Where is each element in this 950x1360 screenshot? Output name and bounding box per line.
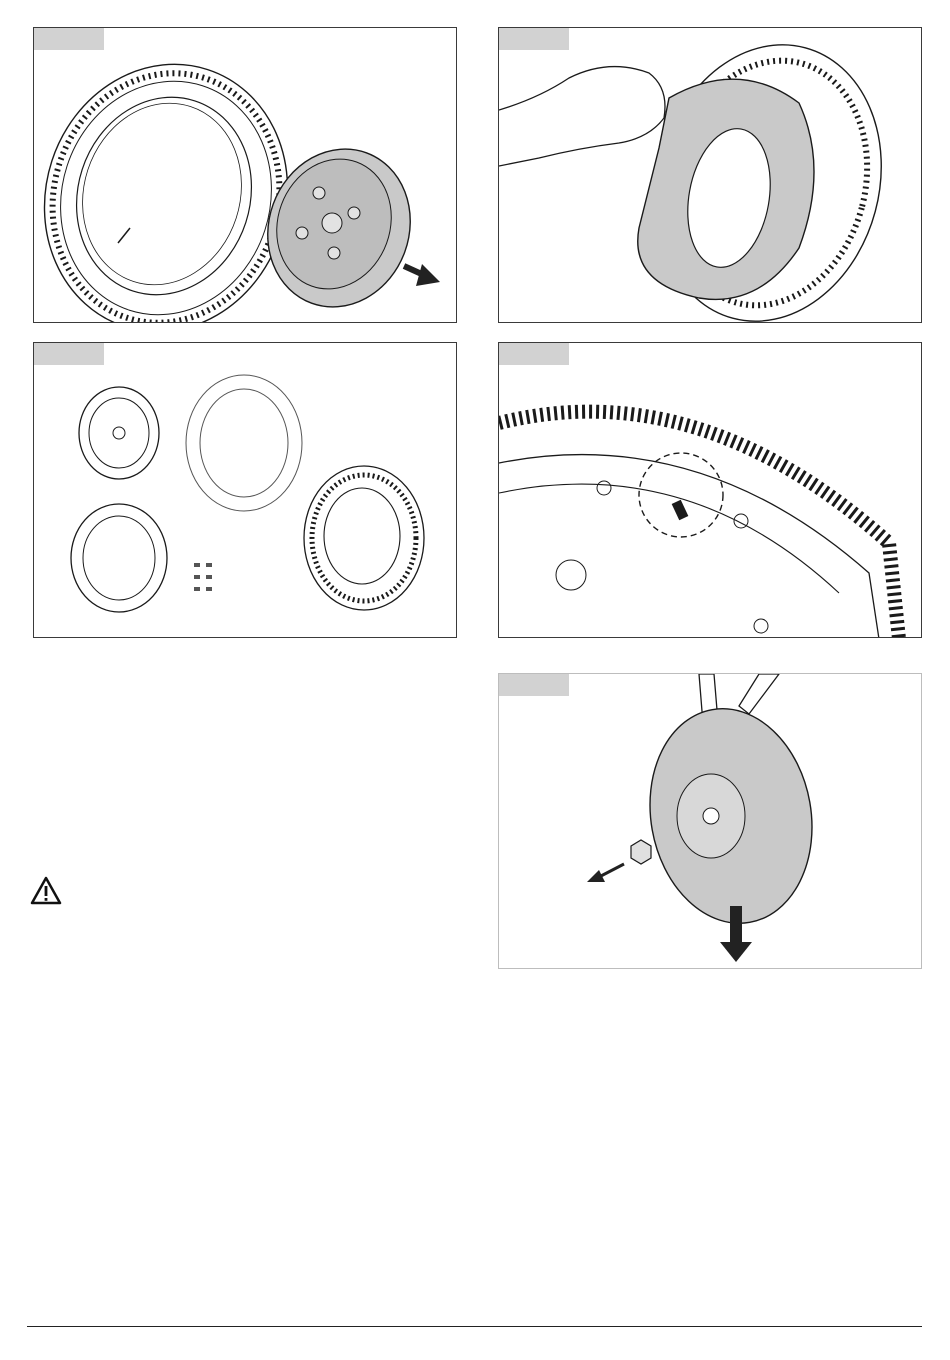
tire-rim-illustration (34, 28, 457, 323)
figure-panel-1 (33, 27, 457, 323)
figure-panel-5 (498, 673, 922, 969)
wheel-removal-illustration (499, 674, 922, 969)
rim-ring (71, 504, 167, 612)
valve-illustration (499, 343, 922, 638)
inner-tube-illustration (499, 28, 922, 323)
figure-panel-3 (33, 342, 457, 638)
tire (34, 33, 322, 323)
valve-circle (639, 453, 723, 537)
footer-rule (27, 1326, 922, 1327)
rim-half (79, 387, 159, 479)
hand (499, 67, 665, 166)
warning-triangle-icon (30, 876, 62, 906)
figure-panel-4 (498, 342, 922, 638)
figure-panel-2 (498, 27, 922, 323)
tire-tread (499, 412, 899, 638)
nut (631, 840, 651, 864)
nut-arrow (587, 864, 624, 882)
rim-half (246, 129, 432, 323)
tire (304, 466, 424, 610)
parts-illustration (34, 343, 457, 638)
inner-tube (186, 375, 302, 511)
screws (194, 563, 212, 591)
removal-arrow (404, 264, 440, 286)
